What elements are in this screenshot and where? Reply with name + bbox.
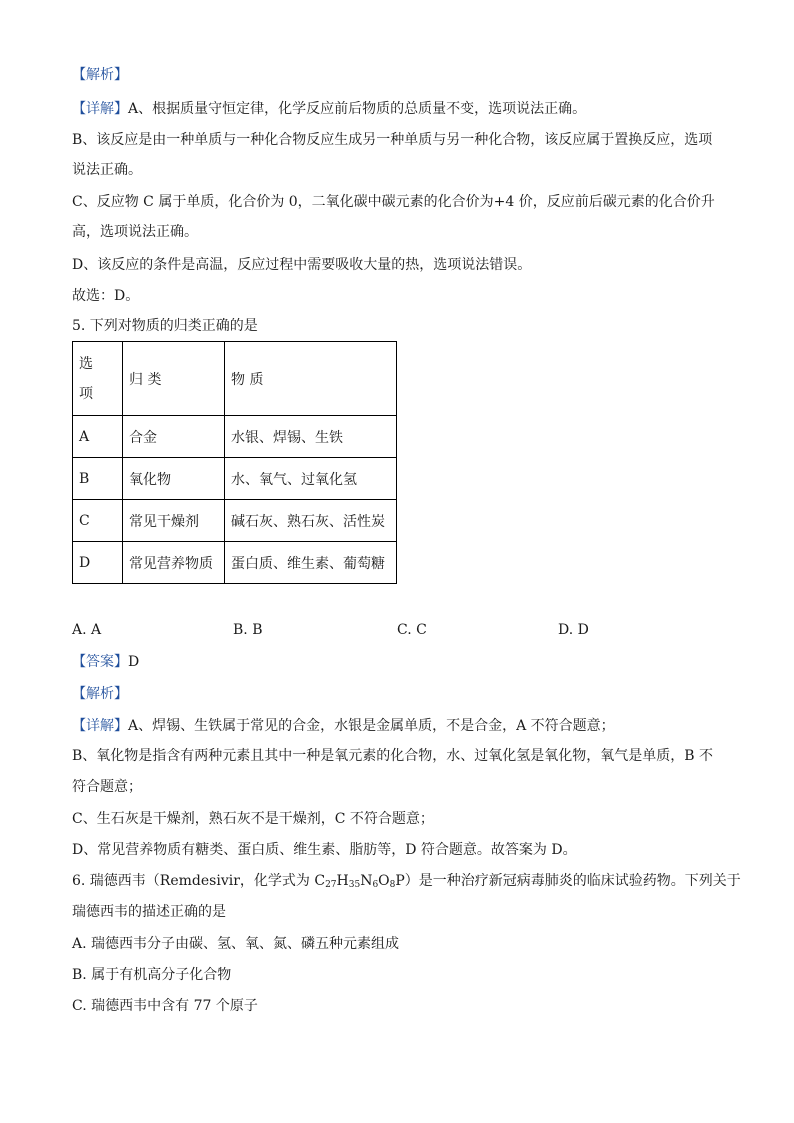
option-d: D. D [558,622,589,638]
option-a: A. A [72,622,102,638]
detail-line-d: D、该反应的条件是高温，反应过程中需要吸收大量的热，选项说法错误。 [72,257,532,273]
row-substances: 水、氧气、过氧化氢 [225,458,397,500]
row-option: B [73,458,123,500]
classification-table [72,341,397,584]
q6-option-b: B. 属于有机高分子化合物 [72,967,232,983]
row-option: D [73,542,123,584]
detail-line-b1: B、该反应是由一种单质与一种化合物反应生成另一种单质与另一种化合物，该反应属于置换反应，选项 [72,132,713,148]
question-5-stem: 5. 下列对物质的归类正确的是 [72,318,258,334]
row-option: C [73,500,123,542]
table-row [73,500,397,542]
detail-label: 【详解】 [72,101,128,117]
header-option: 选 项 [73,342,123,416]
detail-line-a: 【详解】A、焊锡、生铁属于常见的合金，水银是金属单质，不是合金，A 不符合题意； [72,718,615,734]
row-substances: 蛋白质、维生素、葡萄糖 [225,542,397,584]
question-6-stem-cont: 瑞德西韦的描述正确的是 [72,904,226,920]
detail-line-b2: 符合题意； [72,779,142,795]
detail-line-c2: 高，选项说法正确。 [72,224,198,240]
header-category: 归 类 [123,342,225,416]
option-b: B. B [233,622,263,638]
answer-label: 【答案】 [72,654,128,670]
analysis-label: 【解析】 [72,686,128,702]
table-row [73,542,397,584]
row-category: 常见干燥剂 [123,500,225,542]
q6-option-a: A. 瑞德西韦分子由碳、氢、氧、氮、磷五种元素组成 [72,936,400,952]
row-category: 合金 [123,416,225,458]
row-option: A [73,416,123,458]
row-substances: 水银、焊锡、生铁 [225,416,397,458]
detail-line-b2: 说法正确。 [72,162,142,178]
choice-line: 故选：D。 [72,288,140,304]
detail-line-d: D、常见营养物质有糖类、蛋白质、维生素、脂肪等，D 符合题意。故答案为 D。 [72,842,577,858]
table-row [73,458,397,500]
row-substances: 碱石灰、熟石灰、活性炭 [225,500,397,542]
row-category: 常见营养物质 [123,542,225,584]
q6-option-c: C. 瑞德西韦中含有 77 个原子 [72,998,258,1014]
table-header-row [73,342,397,416]
detail-line-c1: C、反应物 C 属于单质，化合价为 0，二氧化碳中碳元素的化合价为+4 价，反应前后碳元素的化合价升 [72,194,715,210]
detail-label: 【详解】 [72,718,128,734]
detail-line-a: 【详解】A、根据质量守恒定律，化学反应前后物质的总质量不变，选项说法正确。 [72,101,587,117]
question-6-stem: 6. 瑞德西韦（Remdesivir，化学式为 $C_{27}H_{35}N_6O_8P$）是一种治疗新冠病毒肺炎的临床试验药物。下列关于 [72,873,741,890]
detail-line-b1: B、氧化物是指含有两种元素且其中一种是氧元素的化合物，水、过氧化氢是氧化物，氧气是单质，B 不 [72,748,714,764]
table-row [73,416,397,458]
row-category: 氧化物 [123,458,225,500]
header-substance: 物 质 [225,342,397,416]
analysis-label: 【解析】 [72,67,128,83]
answer-line [72,652,139,672]
option-c: C. C [397,622,427,638]
answer-value: D [128,654,140,670]
detail-line-c: C、生石灰是干燥剂，熟石灰不是干燥剂，C 不符合题意； [72,811,434,827]
